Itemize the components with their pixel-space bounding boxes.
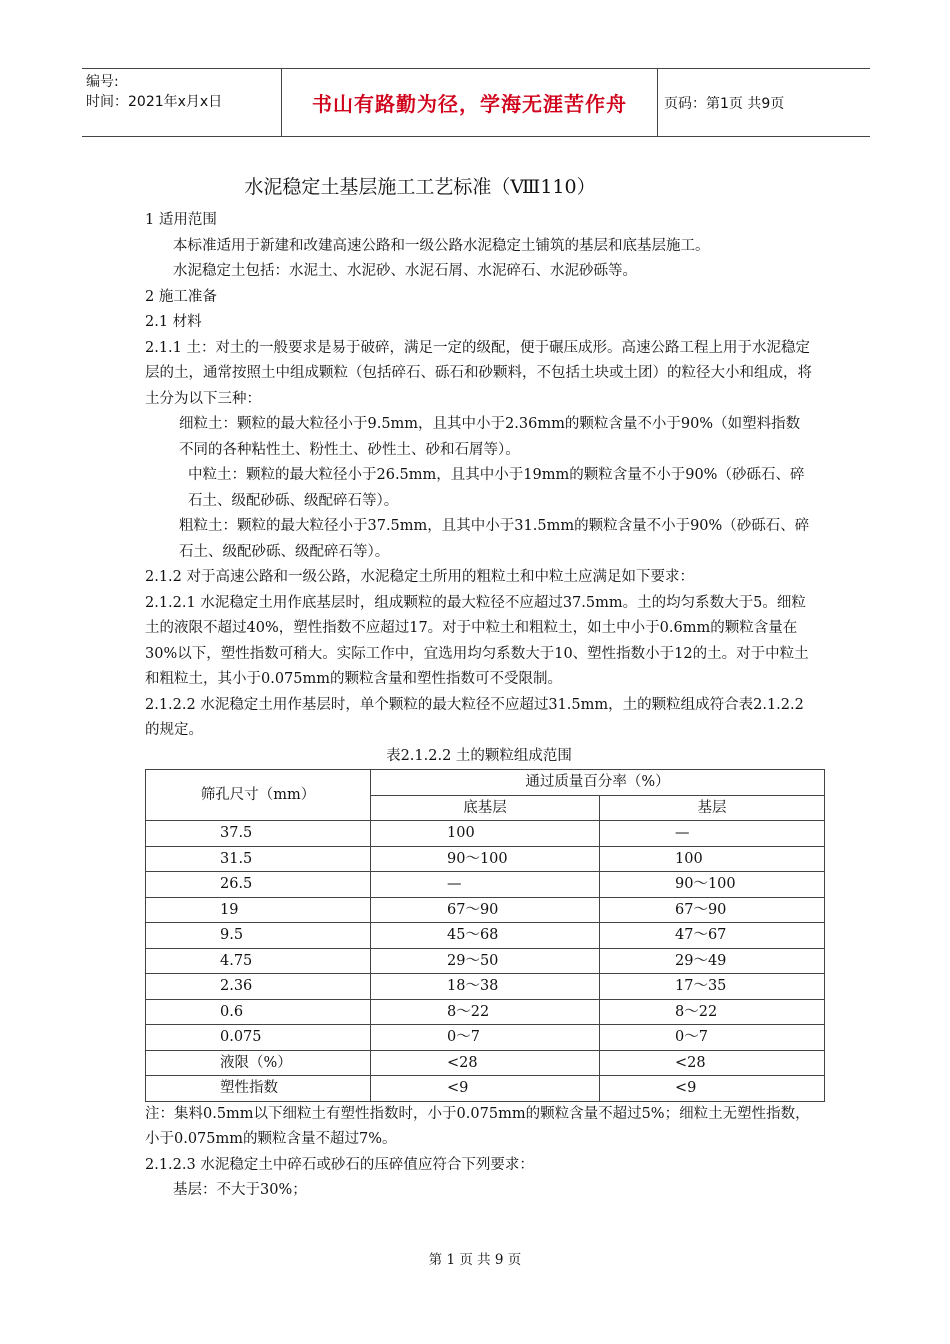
cell-subbase: 67～90 [371,897,600,923]
cell-subbase: <9 [371,1076,600,1102]
header-meta [82,69,282,136]
table-row [146,923,825,949]
paragraph: 水泥稳定土包括：水泥土、水泥砂、水泥石屑、水泥碎石、水泥砂砾等。 [173,263,637,279]
table-row [146,999,825,1025]
table-note: 注：集料0.5mm以下细粒土有塑性指数时，小于0.075mm的颗粒含量不超过5%；细粒土无塑性指数，小于0.075mm的颗粒含量不超过7%。 [145,1105,810,1147]
header-base: 基层 [600,795,825,821]
header-pass-percent: 通过质量百分率（%） [371,770,825,796]
cell-sieve-size: 31.5 [146,846,371,872]
cell-base: 100 [600,846,825,872]
table-row [146,821,825,847]
cell-subbase: 18～38 [371,974,600,1000]
header-sieve-size: 筛孔尺寸（mm） [146,770,371,821]
table-row [146,948,825,974]
cell-subbase: — [371,872,600,898]
header-slogan-cell [282,69,658,136]
cell-subbase: 45～68 [371,923,600,949]
table-header-row [146,770,825,796]
paragraph: 2.1.2 对于高速公路和一级公路，水泥稳定土所用的粗粒土和中粒土应满足如下要求： [145,569,695,585]
cell-sieve-size: 26.5 [146,872,371,898]
cell-sieve-size: 0.075 [146,1025,371,1051]
cell-subbase: 100 [371,821,600,847]
section-2-1-heading: 2.1 材料 [145,314,202,330]
paragraph: 基层：不大于30%； [173,1182,307,1198]
page-number-label: 页码：第1页 共9页 [664,95,785,112]
table-row [146,872,825,898]
section-1-heading: 1 适用范围 [145,212,217,228]
cell-base: 29～49 [600,948,825,974]
cell-base: 17～35 [600,974,825,1000]
paragraph: 2.1.2.3 水泥稳定土中碎石或砂石的压碎值应符合下列要求： [145,1156,534,1173]
table-row [146,1050,825,1076]
number-label: 编号: [86,74,119,90]
paragraph: 2.1.1 土：对土的一般要求是易于破碎，满足一定的级配，便于碾压成形。高速公路工程上用于水泥稳定层的土，通常按照土中组成颗粒（包括碎石、砾石和砂颗料，不包括土块或土团）的粒径大小和组成，将土分为以下三种： [145,339,812,407]
cell-base: 0～7 [600,1025,825,1051]
cell-sieve-size: 液限（%） [146,1050,371,1076]
cell-sieve-size: 塑性指数 [146,1076,371,1102]
cell-subbase: 0～7 [371,1025,600,1051]
cell-base: <28 [600,1050,825,1076]
table-row [146,897,825,923]
cell-subbase: <28 [371,1050,600,1076]
table-row [146,1076,825,1102]
cell-sieve-size: 0.6 [146,999,371,1025]
page-header [82,68,870,137]
cell-base: 47～67 [600,923,825,949]
paragraph: 2.1.2.1 水泥稳定土用作底基层时，组成颗粒的最大粒径不应超过37.5mm。土的均匀系数大于5。细粒土的液限不超过40%，塑性指数不应超过17。对于中粒土和粗粒土，如土中小于0.6mm的颗粒含量在30%以下，塑性指数可稍大。实际工作中，宜选用均匀系数大于10、塑性指数小于12的土。对于中粒土和粗粒土，其小于0.075mm的颗粒含量和塑性指数可不受限制。 [145,594,809,687]
slogan: 书山有路勤为径，学海无涯苦作舟 [312,92,627,116]
cell-sieve-size: 2.36 [146,974,371,1000]
document-body [145,208,813,1204]
cell-sieve-size: 4.75 [146,948,371,974]
cell-sieve-size: 37.5 [146,821,371,847]
header-subbase: 底基层 [371,795,600,821]
paragraph-medium-soil: 中粒土：颗粒的最大粒径小于26.5mm，且其中小于19mm的颗粒含量不小于90%（砂砾石、碎石土、级配砂砾、级配碎石等）。 [188,467,805,509]
document-title: 水泥稳定土基层施工工艺标准（Ⅷ110） [244,176,596,198]
cell-subbase: 8～22 [371,999,600,1025]
cell-base: — [600,821,825,847]
cell-subbase: 90～100 [371,846,600,872]
table-row [146,974,825,1000]
table-row [146,846,825,872]
cell-base: 8～22 [600,999,825,1025]
table-caption: 表2.1.2.2 土的颗粒组成范围 [386,747,572,764]
time-label: 时间：2021年x月x日 [86,94,223,110]
cell-base: 90～100 [600,872,825,898]
cell-sieve-size: 9.5 [146,923,371,949]
cell-base: 67～90 [600,897,825,923]
cell-sieve-size: 19 [146,897,371,923]
grain-size-table [145,769,825,1102]
paragraph-coarse-soil: 粗粒土：颗粒的最大粒径小于37.5mm，且其中小于31.5mm的颗粒含量不小于90%（砂砾石、碎石土、级配砂砾、级配碎石等）。 [179,518,810,560]
page-footer: 第 1 页 共 9 页 [428,1252,522,1268]
paragraph: 2.1.2.2 水泥稳定土用作基层时，单个颗粒的最大粒径不应超过31.5mm，土的颗粒组成符合表2.1.2.2的规定。 [145,696,804,738]
paragraph: 本标准适用于新建和改建高速公路和一级公路水泥稳定土铺筑的基层和底基层施工。 [173,237,710,254]
section-2-heading: 2 施工准备 [145,288,217,305]
cell-subbase: 29～50 [371,948,600,974]
cell-base: <9 [600,1076,825,1102]
paragraph-fine-soil: 细粒土：颗粒的最大粒径小于9.5mm，且其中小于2.36mm的颗粒含量不小于90%（如塑料指数不同的各种粘性土、粉性土、砂性土、砂和石屑等）。 [179,416,801,458]
table-row [146,1025,825,1051]
